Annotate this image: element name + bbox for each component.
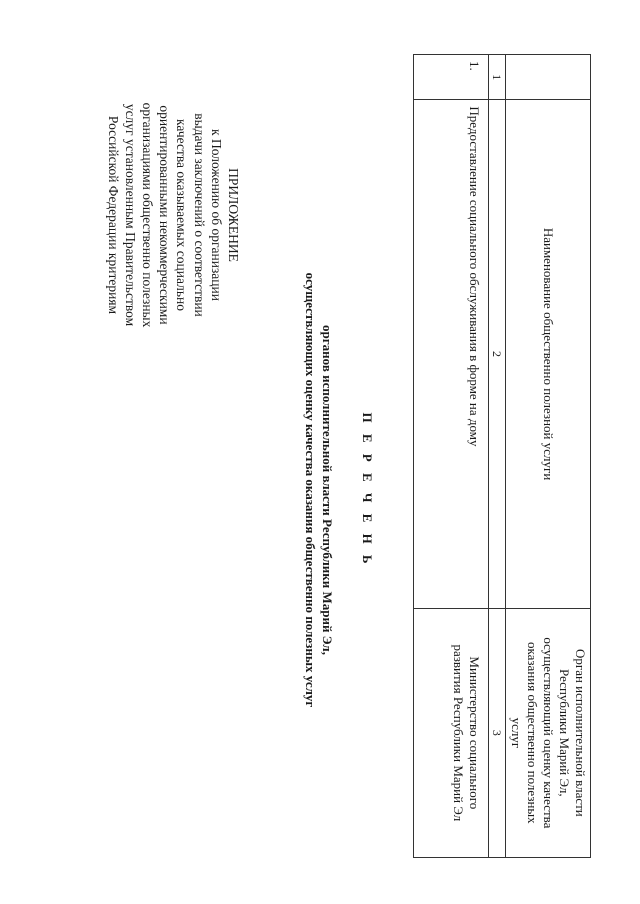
appendix-line: организациями общественно полезных bbox=[139, 102, 155, 328]
row-authority-line: Министерство социального bbox=[467, 656, 482, 810]
column-number: 3 bbox=[489, 608, 506, 857]
header-authority-line: осуществляющий оценку качества bbox=[541, 637, 556, 829]
header-cell-number bbox=[506, 55, 591, 100]
appendix-line: ориентированными некоммерческими bbox=[157, 105, 173, 325]
header-cell-authority bbox=[506, 608, 591, 857]
column-number: 1 bbox=[489, 55, 506, 100]
table-header-row bbox=[506, 55, 591, 858]
table-column-numbers-row bbox=[489, 55, 506, 858]
row-authority-line: развития Республики Марий Эл bbox=[451, 644, 466, 822]
header-authority-line: Республики Марий Эл, bbox=[557, 669, 572, 797]
document-title-block bbox=[302, 210, 376, 770]
header-authority-line: услуг bbox=[509, 717, 524, 749]
document-subtitle-line: органов исполнительной власти Республики Марий Эл, bbox=[320, 325, 335, 655]
header-authority-line: Орган исполнительной власти bbox=[573, 648, 588, 817]
appendix-title: ПРИЛОЖЕНИЕ bbox=[226, 168, 241, 262]
appendix-line: выдачи заключений о соответствии bbox=[191, 113, 207, 317]
appendix-line: услуг установленным Правительством bbox=[122, 103, 138, 327]
authorities-table bbox=[413, 54, 591, 858]
header-authority-line: оказания общественно полезных bbox=[525, 642, 540, 824]
appendix-block bbox=[104, 90, 242, 340]
header-cell-service: Наименование общественно полезной услуги bbox=[506, 100, 591, 608]
document-heading: П Е Р Е Ч Е Н Ь bbox=[360, 412, 375, 568]
column-number: 2 bbox=[489, 100, 506, 608]
appendix-line: Российской Федерации критериям bbox=[105, 115, 121, 315]
appendix-line: качества оказываемых социально bbox=[174, 119, 190, 311]
row-service: Предоставление социального обслуживания в форме на дому bbox=[414, 100, 489, 608]
document-subtitle-line: осуществляющих оценку качества оказания общественно полезных услуг bbox=[303, 272, 318, 708]
appendix-line: к Положению об организации bbox=[208, 129, 224, 301]
row-number: 1. bbox=[414, 55, 489, 100]
row-authority bbox=[414, 608, 489, 857]
table-row bbox=[414, 55, 489, 858]
